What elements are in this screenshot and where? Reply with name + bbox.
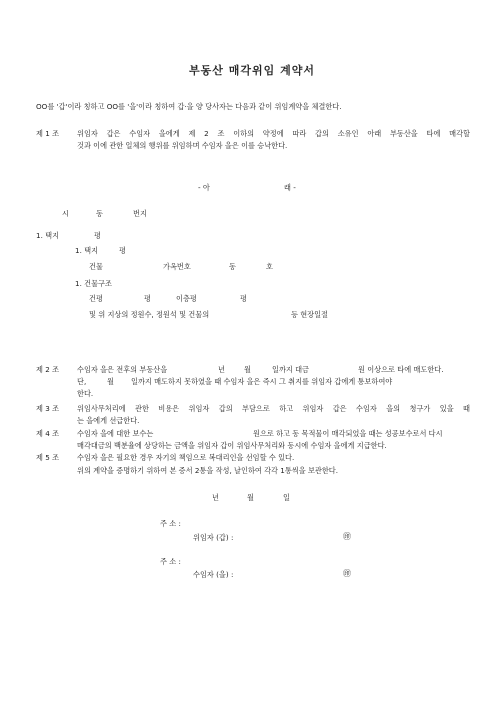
article-2-line-1c: 월: [244, 365, 251, 374]
party-a-address-label: 주 소 :: [160, 519, 181, 528]
below-heading-right: 래 -: [284, 183, 296, 192]
intro-text: OO를 '갑'이라 칭하고 OO를 '을'이라 칭하여 갑·을 양 당사자는 다음과 같이 위임계약을 체결한다.: [36, 102, 342, 111]
article-2-line-2b: 월: [107, 377, 114, 386]
building-dong: 동: [229, 262, 236, 271]
building-ho: 호: [266, 262, 273, 271]
article-2-line-1e: 원 이상으로 타에 매도한다.: [358, 365, 444, 374]
article-1-line-2: 것과 이에 관한 일체의 행위를 위임하며 수임자 을은 이를 승낙한다.: [77, 141, 288, 150]
article-2-line-1b: 년: [218, 365, 225, 374]
address-bunji: 번지: [133, 209, 147, 218]
sub-land-label: 1. 택지: [75, 246, 99, 255]
land-unit: 평: [94, 231, 101, 240]
structure-unit: 평: [144, 294, 151, 303]
article-2-label: 제 2 조: [36, 365, 60, 374]
party-a-seal-icon: ㊞: [343, 532, 351, 541]
article-4-label: 제 4 조: [36, 429, 60, 438]
building-label: 건물: [89, 262, 103, 271]
article-4-line-1a: 수임자 을에 대한 보수는: [77, 429, 154, 438]
article-1-line-1: 위임자 갑은 수임자 을에게 제 2 조 이하의 약정에 따라 갑의 소유인 아래 부동산을 타에 매각할: [77, 129, 470, 138]
building-house-no: 가옥번호: [163, 262, 191, 271]
article-5-line-2: 위의 계약을 증명하기 위하여 본 증서 2통을 작성, 날인하여 각각 1통씩을 보관한다.: [77, 466, 339, 475]
sub-land-unit: 평: [119, 246, 126, 255]
date-day: 일: [283, 493, 290, 502]
structure-unit-2: 평: [240, 294, 247, 303]
party-b-address-label: 주 소 :: [160, 557, 181, 566]
structure-line: 및 위 지상의 정원수, 정원석 및 건물의: [89, 310, 210, 319]
article-3-line-1: 위임사무처리에 관한 비용은 위임자 갑의 부담으로 하고 위임자 갑은 수임자 을의 청구가 있을 때: [77, 404, 470, 413]
structure-label: 1. 건물구조: [75, 279, 112, 288]
article-4-line-1b: 원으로 하고 동 목적물이 매각되었을 때는 성공보수로서 다시: [253, 429, 443, 438]
date-year: 년: [212, 493, 219, 502]
below-heading-left: - 아: [198, 183, 210, 192]
article-5-line-1: 수임자 을은 필요한 경우 자기의 책임으로 복대리인을 선임할 수 있다.: [77, 453, 295, 462]
structure-status: 등 현장일절: [291, 310, 329, 319]
article-2-line-2a: 단,: [77, 377, 87, 386]
article-2-line-1a: 수임자 을은 전후의 부동산을: [77, 365, 168, 374]
article-3-line-2: 는 을에게 선급한다.: [77, 416, 140, 425]
article-1-label: 제 1 조: [36, 129, 60, 138]
party-b-seal-icon: ㊞: [343, 569, 351, 578]
structure-area: 건평: [89, 294, 103, 303]
article-4-line-2: 매각대금의 백분율에 상당하는 금액을 위임자 갑이 위임사무처리와 동시에 수임자 을에게 지급한다.: [77, 441, 387, 450]
party-b-role: 수임자 (을) :: [193, 570, 234, 579]
article-3-label: 제 3 조: [36, 404, 60, 413]
structure-second-floor: 이층평: [176, 294, 197, 303]
party-a-role: 위임자 (갑) :: [193, 533, 234, 542]
document-title: 부동산 매각위임 계약서: [189, 64, 315, 77]
address-dong: 동: [96, 209, 103, 218]
article-2-line-2c: 일까지 매도하지 못하였을 때 수임자 을은 즉시 그 취지를 위임자 갑에게 통보하여야: [131, 377, 393, 386]
article-2-line-1d: 일까지 대금: [272, 365, 310, 374]
land-label: 1. 택지: [36, 231, 60, 240]
date-month: 월: [247, 493, 254, 502]
article-2-line-3: 한다.: [77, 389, 94, 398]
address-si: 시: [62, 209, 69, 218]
article-5-label: 제 5 조: [36, 453, 60, 462]
